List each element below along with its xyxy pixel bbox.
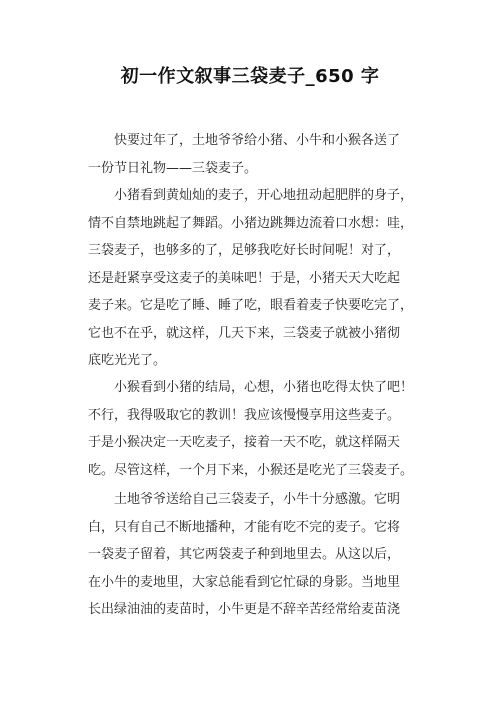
text-line: 麦子来。它是吃了睡、睡了吃，眼看着麦子快要吃完了， bbox=[88, 298, 414, 313]
paragraph-1 bbox=[88, 127, 428, 182]
text-line: 小猪看到黄灿灿的麦子，开心地扭动起肥胖的身子， bbox=[114, 188, 414, 203]
text-line: 它也不在乎，就这样，几天下来，三袋麦子就被小猪彻 bbox=[88, 325, 401, 341]
text-line: 小猴看到小猪的结局，心想，小猪也吃得太快了吧！ bbox=[114, 380, 414, 395]
text-line: 情不自禁地跳起了舞蹈。小猪边跳舞边流着口水想：哇， bbox=[88, 215, 414, 231]
text-line: 白，只有自己不断地播种，才能有吃不完的麦子。它将 bbox=[88, 519, 401, 535]
paragraph-2 bbox=[88, 182, 428, 375]
text-line: 一份节日礼物——三袋麦子。 bbox=[88, 160, 258, 176]
text-line: 底吃光光了。 bbox=[88, 353, 167, 368]
text-line: 吃。尽管这样，一个月下来，小猴还是吃光了三袋麦子。 bbox=[88, 462, 414, 478]
text-line: 不行，我得吸取它的教训！我应该慢慢享用这些麦子。 bbox=[88, 407, 401, 423]
page-title: 初一作文叙事三袋麦子_650 字 bbox=[120, 66, 380, 87]
text-line: 土地爷爷送给自己三袋麦子，小牛十分感激。它明 bbox=[114, 492, 401, 507]
paragraph-4 bbox=[88, 486, 428, 624]
text-line: 还是赶紧享受这麦子的美味吧！于是，小猪天天大吃起 bbox=[88, 270, 401, 286]
text-line: 长出绿油油的麦苗时，小牛更是不辞辛苦经常给麦苗浇 bbox=[88, 602, 401, 617]
text-line: 快要过年了，土地爷爷给小猪、小牛和小猴各送了 bbox=[114, 133, 401, 148]
text-line: 三袋麦子，也够多的了，足够我吃好长时间呢！对了， bbox=[88, 243, 401, 258]
text-line: 于是小猴决定一天吃麦子，接着一天不吃，就这样隔天 bbox=[88, 435, 401, 450]
text-line: 一袋麦子留着，其它两袋麦子种到地里去。从这以后， bbox=[88, 547, 401, 562]
paragraph-3 bbox=[88, 374, 428, 484]
text-line: 在小牛的麦地里，大家总能看到它忙碌的身影。当地里 bbox=[88, 574, 401, 590]
